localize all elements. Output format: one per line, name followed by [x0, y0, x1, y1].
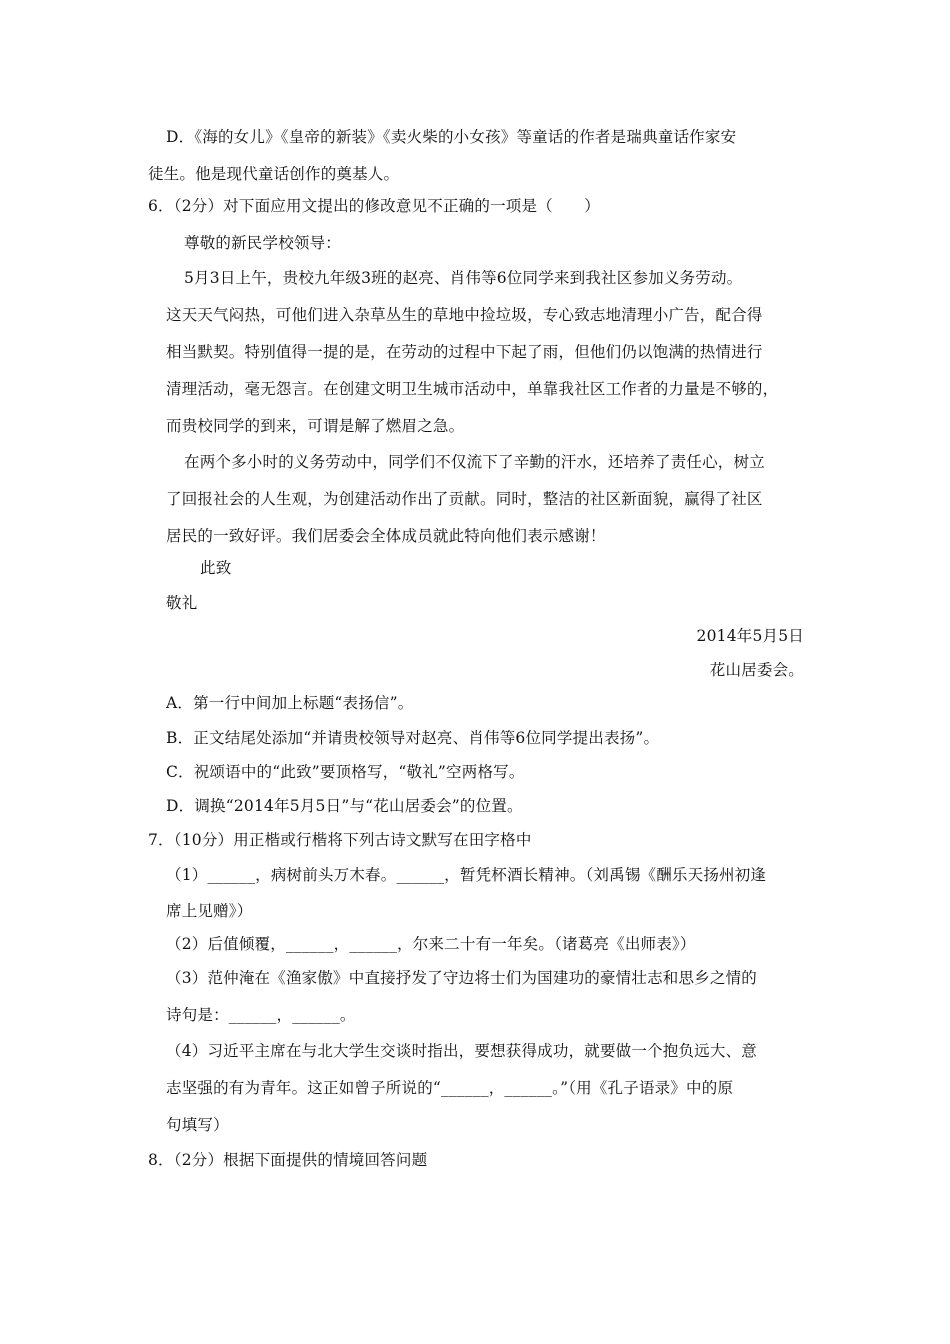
- letter-date: 2014年5月5日: [696, 627, 804, 645]
- letter-p1-line1: 5月3日上午，贵校九年级3班的赵亮、肖伟等6位同学来到我社区参加义务劳动。: [184, 269, 743, 287]
- q7-item2: （2）后值倾覆，______，______，尔来二十有一年矣。（诸葛亮《出师表》）: [166, 935, 696, 953]
- q6-option-a: A．第一行中间加上标题“表扬信”。: [166, 694, 414, 712]
- letter-p1-line5: 而贵校同学的到来，可谓是解了燃眉之急。: [166, 417, 465, 435]
- q7-item4-line1: （4）习近平主席在与北大学生交谈时指出，要想获得成功，就要做一个抱负远大、意: [166, 1042, 757, 1060]
- letter-p1-line2: 这天天气闷热，可他们进入杂草丛生的草地中捡垃圾，专心致志地清理小广告，配合得: [166, 306, 763, 324]
- letter-closing-jingli: 敬礼: [166, 594, 198, 612]
- letter-p2-line2: 了回报社会的人生观，为创建活动作出了贡献。同时，整洁的社区新面貌，赢得了社区: [166, 490, 763, 508]
- letter-p2-line1: 在两个多小时的义务劳动中，同学们不仅流下了辛勤的汗水，还培养了责任心，树立: [184, 453, 765, 471]
- letter-signature: 花山居委会。: [709, 661, 804, 679]
- q6-option-b: B．正文结尾处添加“并请贵校领导对赵亮、肖伟等6位同学提出表扬”。: [166, 729, 660, 747]
- q6-stem: 6．（2分）对下面应用文提出的修改意见不正确的一项是（ ）: [148, 197, 600, 215]
- q8-stem: 8．（2分）根据下面提供的情境回答问题: [148, 1151, 428, 1169]
- letter-salutation: 尊敬的新民学校领导：: [184, 234, 342, 252]
- q5-option-d-line2: 徒生。他是现代童话创作的奠基人。: [148, 165, 400, 183]
- q6-option-c: C．祝颂语中的“此致”要顶格写，“敬礼”空两格写。: [166, 763, 525, 781]
- q7-item1-line2: 席上见赠》）: [166, 902, 253, 920]
- q7-item3-line1: （3）范仲淹在《渔家傲》中直接抒发了守边将士们为国建功的豪情壮志和思乡之情的: [166, 969, 757, 987]
- q7-item1-line1: （1）______，病树前头万木春。______，暂凭杯酒长精神。（刘禹锡《酬乐天扬州初逢: [166, 866, 767, 884]
- letter-p2-line3: 居民的一致好评。我们居委会全体成员就此特向他们表示感谢！: [166, 527, 606, 545]
- q5-option-d-line1: D．《海的女儿》《皇帝的新装》《卖火柴的小女孩》等童话的作者是瑞典童话作家安: [166, 128, 737, 146]
- q6-option-d: D．调换“2014年5月5日”与“花山居委会”的位置。: [166, 797, 523, 815]
- q7-item3-line2: 诗句是：______，______。: [166, 1006, 356, 1024]
- letter-closing-cizhi: 此致: [200, 559, 232, 577]
- q7-item4-line2: 志坚强的有为青年。这正如曾子所说的“______，______。”（用《孔子语录》中的原: [166, 1079, 734, 1097]
- q7-item4-line3: 句填写）: [166, 1116, 229, 1134]
- letter-p1-line3: 相当默契。特别值得一提的是，在劳动的过程中下起了雨，但他们仍以饱满的热情进行: [166, 343, 763, 361]
- q7-stem: 7．（10分）用正楷或行楷将下列古诗文默写在田字格中: [148, 831, 532, 849]
- letter-p1-line4: 清理活动，毫无怨言。在创建文明卫生城市活动中，单靠我社区工作者的力量是不够的，: [166, 380, 779, 398]
